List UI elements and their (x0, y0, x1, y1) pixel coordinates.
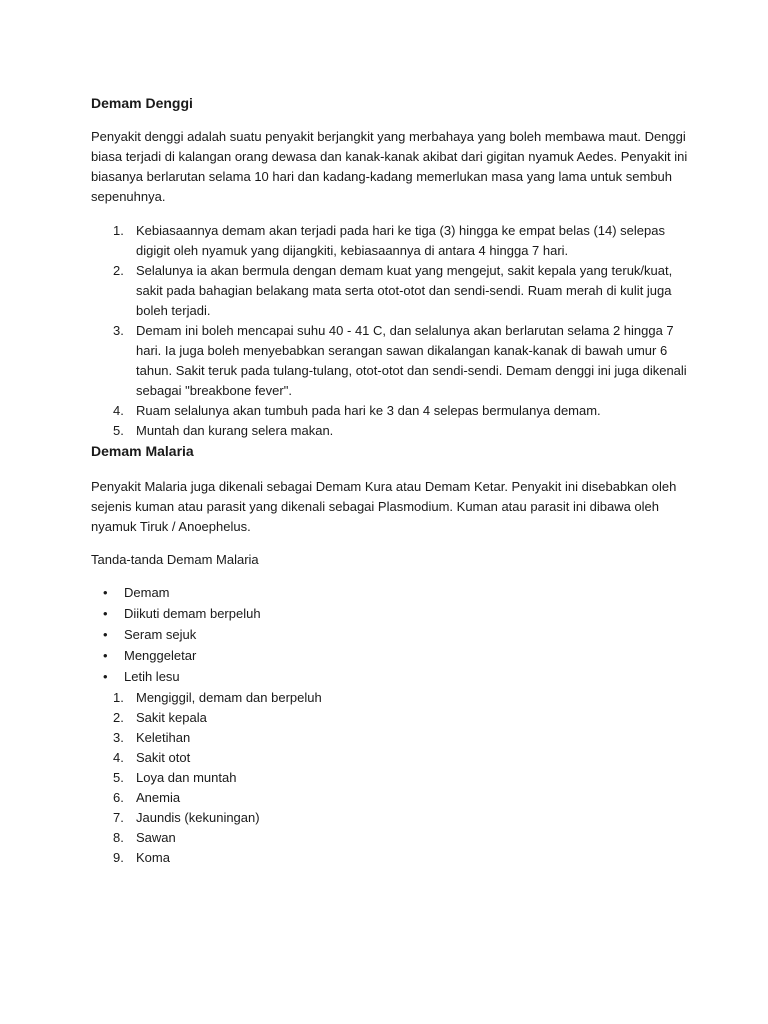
malaria-symptoms-numbered-list (91, 688, 688, 868)
list-item-text: Demam ini boleh mencapai suhu 40 - 41 C, dan selalunya akan berlarutan selama 2 hingga 7 hari. Ia juga boleh menyebabkan serangan sawan dikalangan kanak-kanak di bawah umur 6 tahun. Sakit teruk pada tulang-tulang, otot-otot dan sendi-sendi. Demam denggi ini juga dikenali sebagai "breakbone fever". (136, 323, 687, 398)
list-item-text: Ruam selalunya akan tumbuh pada hari ke 3 dan 4 selepas bermulanya demam. (136, 403, 601, 418)
list-item-text: Koma (136, 850, 170, 865)
list-item (91, 768, 688, 788)
list-item (91, 808, 688, 828)
list-item (91, 625, 688, 645)
list-item (91, 421, 688, 441)
list-number: 5. (113, 423, 124, 438)
list-item-text: Selalunya ia akan bermula dengan demam kuat yang mengejut, sakit kepala yang teruk/kuat, sakit pada bahagian belakang mata serta otot-otot dan sendi-sendi. Ruam merah di kulit juga boleh terjadi. (136, 263, 673, 318)
list-item-text: Anemia (136, 790, 181, 805)
list-item-text: Muntah dan kurang selera makan. (136, 423, 334, 438)
list-item (91, 321, 688, 401)
malaria-intro-paragraph: Penyakit Malaria juga dikenali sebagai Demam Kura atau Demam Ketar. Penyakit ini disebabkan oleh sejenis kuman atau parasit yang dikenali sebagai Plasmodium. Kuman atau parasit ini dibawa oleh nyamuk Tiruk / Anoephelus. (91, 479, 677, 534)
list-item-text: Loya dan muntah (136, 770, 237, 785)
bullet-icon: • (103, 648, 108, 663)
list-item-text: Menggeletar (124, 648, 197, 663)
list-item-text: Sakit otot (136, 750, 191, 765)
bullet-icon: • (103, 585, 108, 600)
bullet-icon: • (103, 669, 108, 684)
list-item (91, 261, 688, 321)
list-number: 3. (113, 323, 124, 338)
list-item (91, 604, 688, 624)
list-item-text: Seram sejuk (124, 627, 197, 642)
list-item (91, 708, 688, 728)
list-item (91, 688, 688, 708)
list-item-text: Kebiasaannya demam akan terjadi pada hari ke tiga (3) hingga ke empat belas (14) selepas digigit oleh nyamuk yang dijangkiti, kebiasaannya di antara 4 hingga 7 hari. (136, 223, 665, 258)
list-item (91, 728, 688, 748)
denggi-intro-paragraph: Penyakit denggi adalah suatu penyakit berjangkit yang merbahaya yang boleh membawa maut. Denggi biasa terjadi di kalangan orang dewasa dan kanak-kanak akibat dari gigitan nyamuk Aedes. Penyakit ini biasanya berlarutan selama 10 hari dan kadang-kadang memerlukan masa yang lama untuk sembuh sepenuhnya. (91, 129, 688, 204)
list-item (91, 667, 688, 687)
list-item-text: Mengiggil, demam dan berpeluh (136, 690, 322, 705)
list-number: 5. (113, 770, 124, 785)
list-number: 4. (113, 750, 124, 765)
list-item (91, 748, 688, 768)
list-number: 3. (113, 730, 124, 745)
list-number: 7. (113, 810, 124, 825)
list-item (91, 583, 688, 603)
list-item-text: Keletihan (136, 730, 191, 745)
list-number: 8. (113, 830, 124, 845)
list-item (91, 646, 688, 666)
list-number: 6. (113, 790, 124, 805)
list-item-text: Sakit kepala (136, 710, 207, 725)
list-item (91, 828, 688, 848)
list-number: 9. (113, 850, 124, 865)
list-number: 1. (113, 690, 124, 705)
list-number: 4. (113, 403, 124, 418)
list-item-text: Demam (124, 585, 170, 600)
list-item-text: Sawan (136, 830, 176, 845)
section-title-demam-malaria: Demam Malaria (91, 443, 194, 459)
list-item-text: Letih lesu (124, 669, 180, 684)
list-item (91, 848, 688, 868)
list-number: 2. (113, 710, 124, 725)
denggi-numbered-list (91, 221, 688, 441)
list-item (91, 221, 688, 261)
list-item-text: Jaundis (kekuningan) (136, 810, 260, 825)
bullet-icon: • (103, 627, 108, 642)
list-item (91, 401, 688, 421)
bullet-icon: • (103, 606, 108, 621)
list-number: 1. (113, 223, 124, 238)
malaria-signs-heading: Tanda-tanda Demam Malaria (91, 552, 259, 567)
list-item (91, 788, 688, 808)
section-title-demam-denggi: Demam Denggi (91, 95, 193, 111)
malaria-signs-bullet-list (91, 583, 688, 687)
list-item-text: Diikuti demam berpeluh (124, 606, 261, 621)
list-number: 2. (113, 263, 124, 278)
